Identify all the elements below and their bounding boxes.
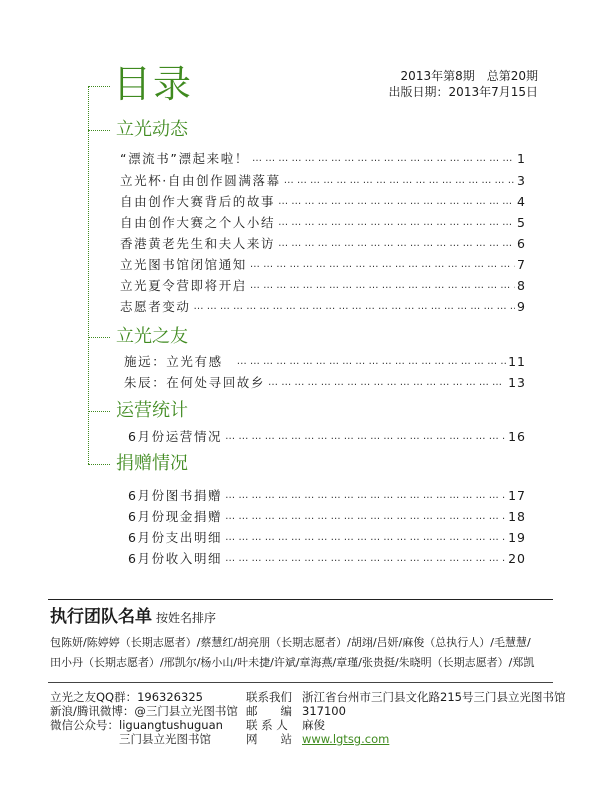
toc-entry-title: 6月份支出明细 — [128, 530, 223, 545]
toc-entry-title: “漂流书”漂起来啦！ — [120, 151, 249, 166]
toc-entry-page: 7 — [517, 257, 526, 272]
section-heading: 立光动态 — [116, 119, 188, 140]
leader-dots — [225, 530, 506, 546]
leader-dots — [194, 299, 516, 315]
toc-entry-page: 11 — [508, 354, 526, 369]
toc-entry-title: 6月份运营情况 — [128, 429, 223, 444]
title-connector — [88, 86, 110, 87]
toc-entry-page: 18 — [508, 509, 526, 524]
toc-entry[interactable] — [128, 425, 526, 445]
section-heading: 运营统计 — [116, 400, 188, 421]
toc-entry-title: 6月份现金捐赠 — [128, 509, 223, 524]
toc-entry[interactable] — [120, 274, 526, 294]
postcode-label: 邮 编 — [246, 704, 292, 718]
toc-entry-title: 自由创作大赛背后的故事 — [120, 194, 276, 209]
toc-entry-page: 16 — [508, 429, 526, 444]
toc-entry-page: 8 — [517, 278, 526, 293]
team-title: 执行团队名单 — [50, 607, 152, 627]
footer-divider — [48, 682, 553, 683]
leader-dots — [250, 257, 515, 273]
toc-entry-page: 1 — [517, 151, 526, 166]
contact-address: 浙江省台州市三门县文化路215号三门县立光图书馆 — [302, 690, 566, 704]
leader-dots — [278, 215, 515, 231]
toc-entry-page: 20 — [508, 551, 526, 566]
leader-dots — [278, 236, 515, 252]
issue-number: 2013年第8期 总第20期 — [400, 69, 538, 83]
toc-entry-title: 香港黄老先生和夫人来访 — [120, 236, 276, 251]
toc-entry[interactable] — [128, 484, 526, 504]
leader-dots — [237, 354, 506, 370]
section-connector — [88, 337, 110, 338]
site-label: 网 站 — [246, 732, 292, 746]
toc-entry-title: 6月份收入明细 — [128, 551, 223, 566]
contact-label: 联系我们 — [246, 690, 292, 704]
toc-entry-page: 17 — [508, 488, 526, 503]
toc-entry[interactable] — [120, 211, 526, 231]
leader-dots — [225, 429, 506, 445]
footer-wechat: 微信公众号：liguangtushuguan — [50, 718, 223, 732]
team-members-line: 田小丹（长期志愿者）/邢凯尔/杨小山/叶未捷/许斌/章海燕/章瑾/张贵挺/朱晓明（长期志愿者）/郑凯 — [50, 656, 535, 669]
toc-entry-title: 施远：立光有感 — [124, 354, 223, 369]
toc-entry-page: 19 — [508, 530, 526, 545]
toc-entry-title: 志愿者变动 — [120, 299, 191, 314]
person-value: 麻俊 — [302, 718, 325, 732]
toc-entry-page: 4 — [517, 194, 526, 209]
toc-entry-title: 立光杯·自由创作圆满落幕 — [120, 173, 281, 188]
toc-entry-title: 立光图书馆闭馆通知 — [120, 257, 247, 272]
section-connector — [88, 464, 110, 465]
leader-dots — [284, 173, 515, 189]
toc-entry-title: 朱辰：在何处寻回故乡 — [124, 375, 266, 390]
postcode-value: 317100 — [302, 704, 346, 718]
toc-entry-title: 自由创作大赛之个人小结 — [120, 215, 276, 230]
website-link[interactable]: www.lgtsg.com — [302, 732, 390, 746]
leader-dots — [252, 151, 515, 167]
toc-entry[interactable] — [124, 371, 526, 391]
leader-dots — [250, 278, 515, 294]
section-heading: 立光之友 — [116, 326, 188, 347]
footer-postcode — [246, 704, 346, 718]
footer-qq: 立光之友QQ群：196326325 — [50, 690, 203, 704]
toc-entry[interactable] — [120, 147, 526, 167]
toc-entry[interactable] — [128, 547, 526, 567]
team-heading — [50, 606, 216, 629]
toc-entry-page: 13 — [508, 375, 526, 390]
toc-entry[interactable] — [120, 253, 526, 273]
toc-entry-title: 立光夏令营即将开启 — [120, 278, 247, 293]
section-heading: 捐赠情况 — [116, 453, 188, 474]
person-label: 联 系 人 — [246, 718, 288, 732]
toc-entry-page: 6 — [517, 236, 526, 251]
toc-entry[interactable] — [128, 526, 526, 546]
team-members-line: 包陈妍/陈婷婷（长期志愿者）/蔡慧红/胡亮朋（长期志愿者）/胡翊/吕妍/麻俊（总执行人）/毛慧慧/ — [50, 636, 531, 649]
leader-dots — [225, 488, 506, 504]
toc-entry[interactable] — [120, 232, 526, 252]
toc-entry-page: 5 — [517, 215, 526, 230]
footer-person — [246, 718, 325, 732]
leader-dots — [225, 551, 506, 567]
toc-entry[interactable] — [120, 190, 526, 210]
footer-library-name: 三门县立光图书馆 — [50, 732, 211, 746]
leader-dots — [268, 375, 506, 391]
tree-trunk — [88, 86, 89, 464]
toc-entry[interactable] — [124, 350, 526, 370]
page-title: 目录 — [113, 62, 194, 106]
toc-entry-page: 9 — [517, 299, 526, 314]
section-connector — [88, 130, 110, 131]
section-connector — [88, 411, 110, 412]
footer-contact — [246, 690, 565, 704]
toc-entry[interactable] — [120, 169, 526, 189]
team-sort-note: 按姓名排序 — [156, 611, 217, 625]
toc-entry-title: 6月份图书捐赠 — [128, 488, 223, 503]
publish-date: 出版日期：2013年7月15日 — [388, 85, 538, 99]
toc-entry-page: 3 — [517, 173, 526, 188]
toc-entry[interactable] — [128, 505, 526, 525]
toc-entry[interactable] — [120, 295, 526, 315]
leader-dots — [225, 509, 506, 525]
footer-website — [246, 732, 389, 746]
leader-dots — [278, 194, 515, 210]
team-divider — [48, 599, 553, 600]
footer-weibo: 新浪/腾讯微博：@三门县立光图书馆 — [50, 704, 238, 718]
